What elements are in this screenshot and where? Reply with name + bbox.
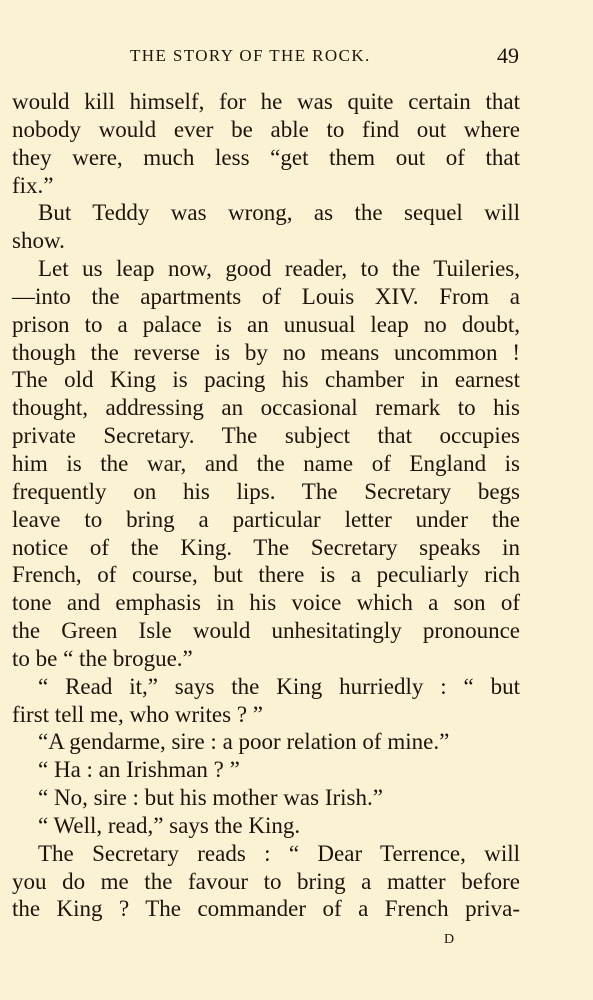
text-line: to be “ the brogue.” <box>12 645 193 671</box>
text-line: French, of course, but there is a peculiarly rich <box>12 562 520 588</box>
text-line: prison to a palace is an unusual leap no doubt, <box>12 311 520 337</box>
text-line: “A gendarme, sire : a poor relation of mine.” <box>38 729 450 755</box>
text-line: notice of the King. The Secretary speaks in <box>12 534 520 560</box>
text-line: the Green Isle would unhesitatingly pronounce <box>12 618 520 644</box>
text-line: frequently on his lips. The Secretary begs <box>12 478 520 504</box>
text-line: first tell me, who writes ? ” <box>12 701 264 727</box>
text-line: leave to bring a particular letter under the <box>12 506 520 532</box>
text-line: “ Read it,” says the King hurriedly : “ but <box>38 673 520 699</box>
page-number: 49 <box>497 43 519 68</box>
text-line: you do me the favour to bring a matter before <box>12 868 520 894</box>
text-line: show. <box>12 228 65 254</box>
text-line: Let us leap now, good reader, to the Tuileries, <box>38 256 520 282</box>
text-line: him is the war, and the name of England is <box>12 450 520 476</box>
text-line: fix.” <box>12 172 54 198</box>
text-line: they were, much less “get them out of that <box>12 144 520 170</box>
body-text <box>12 88 520 923</box>
text-line: nobody would ever be able to find out where <box>12 116 520 142</box>
text-line: “ Well, read,” says the King. <box>38 812 301 838</box>
text-line: thought, addressing an occasional remark to his <box>12 395 520 421</box>
text-line: —into the apartments of Louis XIV. From a <box>12 283 520 309</box>
text-line: But Teddy was wrong, as the sequel will <box>38 200 520 226</box>
text-line: though the reverse is by no means uncommon ! <box>12 339 520 365</box>
running-head <box>0 43 593 70</box>
text-line: the King ? The commander of a French priva- <box>12 896 520 922</box>
text-line: “ No, sire : but his mother was Irish.” <box>38 785 383 811</box>
text-line: The old King is pacing his chamber in earnest <box>12 367 520 393</box>
text-line: The Secretary reads : “ Dear Terrence, will <box>38 840 520 866</box>
text-line: would kill himself, for he was quite certain that <box>12 89 520 114</box>
text-line: private Secretary. The subject that occupies <box>12 423 520 449</box>
text-line: tone and emphasis in his voice which a son of <box>12 590 520 616</box>
signature-mark: D <box>444 932 455 947</box>
running-title: THE STORY OF THE ROCK. <box>130 46 371 65</box>
text-line: “ Ha : an Irishman ? ” <box>38 757 240 783</box>
